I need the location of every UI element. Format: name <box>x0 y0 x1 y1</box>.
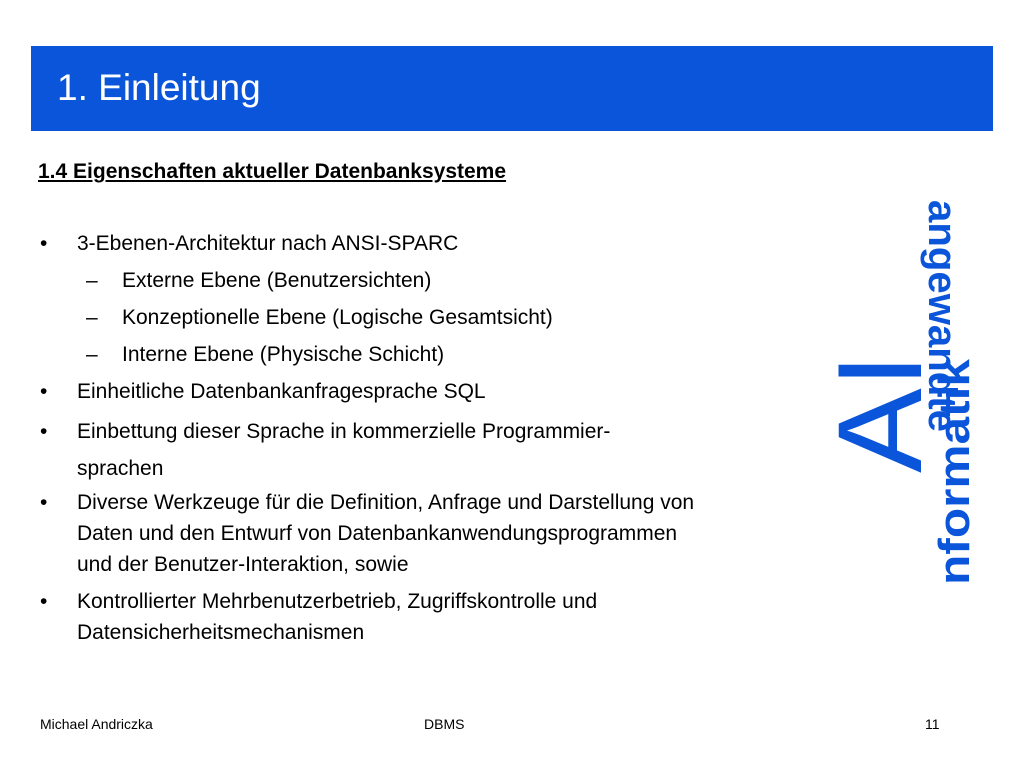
footer-author: Michael Andriczka <box>40 716 153 732</box>
bullet-item: • Einbettung dieser Sprache in kommerzielle Programmier- sprachen <box>38 413 838 487</box>
sub-bullet-item: – Konzeptionelle Ebene (Logische Gesamtsicht) <box>38 302 838 333</box>
title-bar <box>31 46 993 131</box>
dash-marker: – <box>86 269 98 292</box>
dash-marker: – <box>86 306 98 329</box>
footer-course: DBMS <box>424 716 465 732</box>
bullet-marker: • <box>40 232 48 255</box>
logo-text-informatik: nformatik <box>930 384 979 585</box>
slide-title: 1. Einleitung <box>57 67 261 108</box>
bullet-marker: • <box>40 590 48 613</box>
footer-page-number: 11 <box>925 716 940 732</box>
bullet-marker: • <box>40 380 48 403</box>
bullet-list <box>38 228 838 648</box>
bullet-marker: • <box>40 491 48 514</box>
bullet-marker: • <box>40 420 48 443</box>
section-title: 1.4 Eigenschaften aktueller Datenbanksysteme <box>38 160 507 183</box>
logo-text-ai: AI <box>813 359 947 473</box>
angewandte-informatik-logo <box>813 144 995 690</box>
sub-bullet-item: – Externe Ebene (Benutzersichten) <box>38 265 838 296</box>
logo-text-angewandte: angewandte <box>920 200 964 432</box>
dash-marker: – <box>86 343 98 366</box>
bullet-item: • 3-Ebenen-Architektur nach ANSI-SPARC <box>38 228 838 259</box>
bullet-item: • Einheitliche Datenbankanfragesprache SQL <box>38 376 838 407</box>
bullet-item: • Diverse Werkzeuge für die Definition, Anfrage und Darstellung von Daten und den Entwurf von Datenbankanwendungsprogrammen und der Benutzer-Interaktion, sowie <box>38 487 838 580</box>
bullet-item: • Kontrollierter Mehrbenutzerbetrieb, Zugriffskontrolle und Datensicherheitsmechanismen <box>38 586 838 648</box>
sub-bullet-item: – Interne Ebene (Physische Schicht) <box>38 339 838 370</box>
